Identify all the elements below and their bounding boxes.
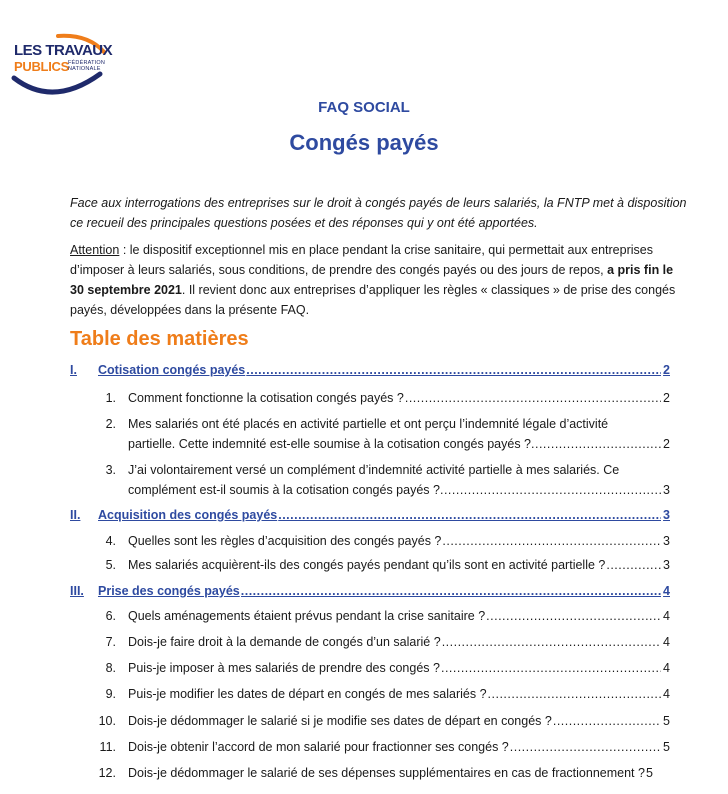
attention-paragraph [70, 240, 690, 320]
logo-line-2: PUBLICS [14, 59, 69, 74]
toc-item-10[interactable] [70, 714, 670, 728]
toc-leader [441, 661, 661, 675]
toc-page: 4 [663, 661, 670, 675]
toc-item-6[interactable] [70, 609, 670, 623]
toc-item-title: Puis-je imposer à mes salariés de prendre des congés ? [128, 661, 440, 675]
logo-nationale: NATIONALE [68, 66, 101, 72]
toc-item-title-cont: complément est-il soumis à la cotisation congés payés ? [128, 483, 440, 497]
toc-item-4[interactable] [70, 534, 670, 548]
toc-section-1[interactable] [70, 363, 670, 377]
toc-page: 4 [663, 687, 670, 701]
toc-section-num: I. [70, 363, 77, 377]
toc-item-1[interactable] [70, 391, 670, 405]
toc-leader [486, 609, 661, 623]
intro-paragraph: Face aux interrogations des entreprises sur le droit à congés payés de leurs salariés, la FNTP met à disposition ce recueil des principales questions posées et des réponses qui y ont été apportées. [70, 196, 687, 230]
toc-section-2[interactable] [70, 508, 670, 522]
toc-leader [405, 391, 661, 405]
toc-leader [553, 714, 661, 728]
toc-leader [442, 534, 661, 548]
toc-item-title: Dois-je dédommager le salarié de ses dépenses supplémentaires en cas de fractionnement ? [128, 766, 645, 780]
toc-page: 4 [663, 584, 670, 598]
toc-item-title: Mes salariés acquièrent-ils des congés payés pendant qu’ils sont en activité partielle ? [128, 558, 606, 572]
toc-page: 5 [663, 714, 670, 728]
toc-item-5[interactable] [70, 558, 670, 572]
toc-item-3[interactable] [70, 460, 670, 500]
toc-item-num: 9. [105, 687, 116, 701]
toc-section-title: Cotisation congés payés [98, 363, 246, 377]
attention-bold: a pris fin le 30 septembre 2021 [70, 263, 674, 297]
toc-heading: Table des matières [70, 328, 249, 350]
toc-section-title: Prise des congés payés [98, 584, 240, 598]
toc-leader [246, 363, 661, 377]
toc-item-title: Puis-je modifier les dates de départ en congés de mes salariés ? [128, 687, 487, 701]
toc-page: 2 [663, 363, 670, 377]
toc-section-title: Acquisition des congés payés [98, 508, 278, 522]
toc-item-title: Comment fonctionne la cotisation congés payés ? [128, 391, 404, 405]
attention-text-before: : le dispositif exceptionnel mis en place pendant la crise sanitaire, qui permettait aux entreprises d’imposer à leurs salariés, sous conditions, de prendre des congés payés ou des jours de repos, [70, 243, 653, 277]
toc-item-title: Dois-je faire droit à la demande de congés d’un salarié ? [128, 635, 441, 649]
logo-line-1: LES TRAVAUX [14, 42, 113, 59]
toc-item-title: Mes salariés ont été placés en activité partielle et ont perçu l’indemnité légale d’activité [128, 417, 609, 431]
toc-section-num: II. [70, 508, 81, 522]
toc-page: 4 [663, 609, 670, 623]
toc-item-title-cont: partielle. Cette indemnité est-elle soumise à la cotisation congés payés ? [128, 437, 531, 451]
toc-item-num: 4. [105, 534, 116, 548]
toc-section-num: III. [70, 584, 84, 598]
toc-item-num: 1. [105, 391, 116, 405]
toc-page: 3 [663, 508, 670, 522]
toc-item-num: 10. [98, 714, 116, 728]
logo-federation: FÉDÉRATION [68, 60, 106, 66]
toc-item-line2 [128, 434, 670, 454]
toc-section-3[interactable] [70, 584, 670, 598]
toc-item-8[interactable] [70, 661, 670, 675]
toc-leader [510, 740, 661, 754]
toc-item-title: Quelles sont les règles d’acquisition des congés payés ? [128, 534, 442, 548]
toc-item-title: J’ai volontairement versé un complément d’indemnité activité partielle à mes salariés. Ce [128, 463, 620, 477]
toc-leader [606, 558, 661, 572]
toc-leader [488, 687, 661, 701]
toc-item-7[interactable] [70, 635, 670, 649]
toc-item-title: Dois-je dédommager le salarié si je modifie ses dates de départ en congés ? [128, 714, 552, 728]
toc-item-num: 2. [105, 417, 116, 431]
toc-page: 4 [663, 635, 670, 649]
faq-label: FAQ SOCIAL [318, 99, 410, 116]
toc-item-11[interactable] [70, 740, 670, 754]
page-title: Congés payés [289, 130, 439, 155]
toc-leader [531, 434, 663, 454]
toc-item-num: 8. [105, 661, 116, 675]
toc-item-num: 5. [105, 558, 116, 572]
toc-leader [440, 480, 663, 500]
toc-page: 2 [663, 437, 670, 451]
attention-text-after: . Il revient donc aux entreprises d’appliquer les règles « classiques » de prise des congés payés, développées dans la présente FAQ. [70, 283, 676, 317]
toc-leader [442, 635, 661, 649]
toc-page: 3 [663, 558, 670, 572]
toc-page: 5 [663, 740, 670, 754]
toc-item-title: Quels aménagements étaient prévus pendant la crise sanitaire ? [128, 609, 486, 623]
toc-item-12[interactable] [70, 766, 670, 780]
toc-item-num: 12. [98, 766, 116, 780]
toc-item-num: 11. [99, 740, 116, 754]
toc-page: 3 [663, 483, 670, 497]
logo-line-3 [68, 60, 105, 72]
toc-item-2[interactable] [70, 414, 670, 454]
toc-item-num: 6. [105, 609, 116, 623]
toc-item-num: 3. [105, 463, 116, 477]
toc-item-num: 7. [105, 635, 116, 649]
toc-item-9[interactable] [70, 687, 670, 701]
toc-page: 3 [663, 534, 670, 548]
toc-item-line2 [128, 480, 670, 500]
toc-page: 5 [646, 766, 653, 780]
fntp-logo [8, 30, 112, 100]
toc-page: 2 [663, 391, 670, 405]
attention-label: Attention [70, 243, 120, 257]
toc-item-title: Dois-je obtenir l’accord de mon salarié pour fractionner ses congés ? [128, 740, 509, 754]
toc-leader [278, 508, 661, 522]
toc-leader [241, 584, 661, 598]
